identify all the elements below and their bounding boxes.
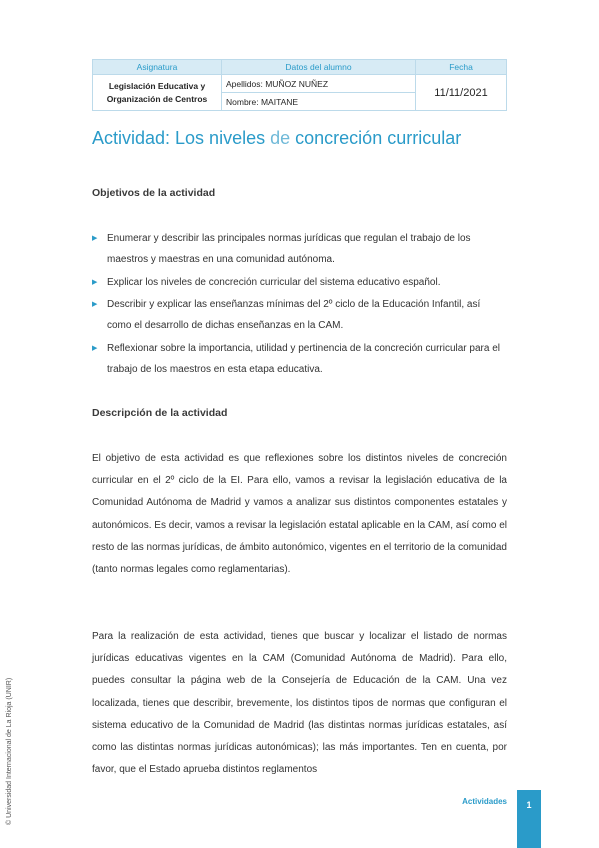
objectives-heading: Objetivos de la actividad: [92, 187, 216, 199]
page-number-box: [517, 790, 541, 848]
bullet-icon: ▶: [92, 301, 98, 308]
objective-item: [92, 228, 507, 270]
footer-section-label: Actividades: [462, 797, 507, 806]
title-part-2: de: [270, 128, 291, 148]
assignment-header-table: [92, 59, 507, 111]
col-student-header: Datos del alumno: [222, 60, 416, 75]
objective-text: Describir y explicar las enseñanzas mínimas del 2º ciclo de la Educación Infantil, así como el desarrollo de dichas enseñanzas en la CAM.: [107, 299, 481, 331]
student-surname: Apellidos: MUÑOZ NUÑEZ: [222, 75, 416, 93]
bullet-icon: ▶: [92, 278, 98, 286]
title-part-3: concreción curricular: [295, 128, 462, 148]
objective-text: Explicar los niveles de concreción curricular del sistema educativo español.: [107, 276, 441, 288]
objective-item: [92, 272, 507, 293]
bullet-icon: ▶: [92, 235, 98, 242]
subject-line-2: Organización de Centros: [106, 93, 208, 104]
title-part-1: Actividad: Los niveles: [92, 128, 266, 148]
objective-text: Reflexionar sobre la importancia, utilidad y pertinencia de la concreción curricular para el trabajo de los maestros en esta etapa educativa.: [107, 342, 500, 375]
page-number: 1: [526, 800, 532, 810]
col-subject-header: Asignatura: [93, 60, 222, 75]
subject-cell: [93, 75, 222, 111]
activity-title: [92, 128, 461, 149]
description-paragraph-2: Para la realización de esta actividad, tienes que buscar y localizar el listado de normas jurídicas educativas vigentes en la CAM (Comunidad Autónoma de Madrid). Para ello, puedes consultar la página web de la Consejería de Educación de la CAM. Una vez localizada, tienes que describir, brevemente, los distintos tipos de normas que configuran el sistema educativo de la Comunidad de Madrid (las distintas normas jurídicas estatales, así como las distintas normas jurídicas autonómicas); las más importantes. Ten en cuenta, por favor, que el Estado aprueba distintos reglamentos: [92, 631, 507, 776]
objective-item: [92, 294, 507, 336]
objective-item: [92, 338, 507, 380]
subject-line-1: Legislación Educativa y: [108, 80, 206, 91]
objectives-list: [92, 228, 507, 381]
objective-text: Enumerar y describir las principales normas jurídicas que regulan el trabajo de los maestros y maestras en una comunidad autónoma.: [107, 233, 471, 265]
date-cell: 11/11/2021: [416, 75, 507, 111]
description-paragraph-1: El objetivo de esta actividad es que reflexiones sobre los distintos niveles de concreción curricular en el 2º ciclo de la EI. Para ello, vamos a revisar la legislación educativa de la Comunidad Autónoma de Madrid y vamos a analizar sus distintos componentes estatales y autonómicos. Es decir, vamos a revisar la legislación estatal aplicable en la CAM, así como el resto de las normas jurídicas, de ámbito autonómico, vigentes en el territorio de la comunidad (tanto normas legales como reglamentarias).: [92, 453, 507, 576]
bullet-icon: ▶: [92, 344, 98, 352]
col-date-header: Fecha: [416, 60, 507, 75]
student-name: Nombre: MAITANE: [222, 93, 416, 111]
copyright-sidebar: [6, 655, 16, 825]
copyright-text: © Universidad Internacional de La Rioja (UNIR): [6, 677, 13, 825]
description-heading: Descripción de la actividad: [92, 407, 228, 419]
